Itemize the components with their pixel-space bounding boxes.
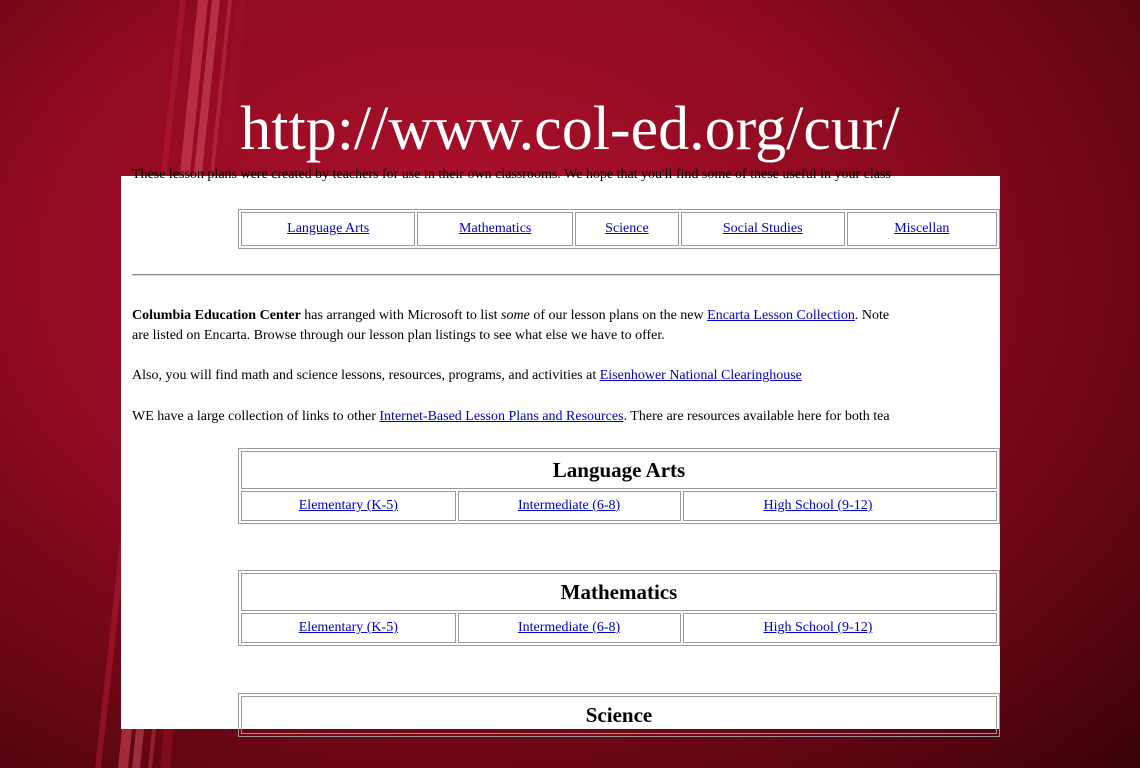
section-title-language-arts: Language Arts [241, 451, 997, 489]
eisenhower-link[interactable]: Eisenhower National Clearinghouse [599, 368, 802, 383]
org-name: Columbia Education Center [132, 308, 301, 323]
grade-cell [683, 613, 998, 643]
nav-cell-social-studies [681, 212, 845, 246]
nav-cell-science [575, 212, 679, 246]
science-table [238, 693, 1000, 737]
para1-italic: some [501, 308, 530, 323]
nav-link-science[interactable]: Science [605, 221, 649, 236]
para1-text-a: has arranged with Microsoft to list [300, 308, 502, 323]
paragraph-links [132, 407, 890, 427]
para3-text: WE have a large collection of links to other [132, 409, 380, 424]
paragraph-eisenhower [132, 366, 802, 386]
nav-cell-language-arts [241, 212, 415, 246]
encarta-link[interactable]: Encarta Lesson Collection [707, 308, 855, 323]
nav-link-mathematics[interactable]: Mathematics [459, 221, 532, 236]
grade-cell [241, 613, 456, 643]
para1-text-b: of our lesson plans on the new [529, 308, 708, 323]
section-title-science: Science [241, 696, 997, 734]
mathematics-table [238, 570, 1000, 646]
la-intermediate-link[interactable]: Intermediate (6-8) [517, 498, 621, 513]
para2-text: Also, you will find math and science lessons, resources, programs, and activities at [132, 368, 600, 383]
lesson-plans-resources-link[interactable]: Internet-Based Lesson Plans and Resources [379, 409, 624, 424]
nav-cell-mathematics [417, 212, 573, 246]
webpage-screenshot [121, 167, 1000, 729]
para1-text-c: . Note [854, 308, 890, 323]
grade-cell [458, 491, 681, 521]
subject-nav-table [238, 209, 1000, 249]
slide-title: http://www.col-ed.org/cur/ [240, 95, 900, 163]
nav-link-miscellaneous[interactable]: Miscellan [894, 221, 950, 236]
nav-link-language-arts[interactable]: Language Arts [287, 221, 370, 236]
paragraph-encarta [132, 306, 889, 346]
la-elementary-link[interactable]: Elementary (K-5) [298, 498, 398, 513]
math-high-school-link[interactable]: High School (9-12) [763, 620, 873, 635]
language-arts-table [238, 448, 1000, 524]
nav-link-social-studies[interactable]: Social Studies [722, 221, 803, 236]
math-elementary-link[interactable]: Elementary (K-5) [298, 620, 398, 635]
la-high-school-link[interactable]: High School (9-12) [763, 498, 873, 513]
horizontal-rule [132, 274, 1000, 276]
nav-cell-miscellaneous [847, 212, 997, 246]
grade-cell [683, 491, 998, 521]
para1-line2: are listed on Encarta. Browse through our lesson plan listings to see what else we have to offer. [132, 328, 665, 343]
section-title-mathematics: Mathematics [241, 573, 997, 611]
math-intermediate-link[interactable]: Intermediate (6-8) [517, 620, 621, 635]
grade-cell [458, 613, 681, 643]
grade-cell [241, 491, 456, 521]
intro-text-clipped: These lesson plans were created by teachers for use in their own classrooms. We hope that you'll find some of these useful in your class [132, 167, 891, 182]
para3-text-b: . There are resources available here for both tea [623, 409, 890, 424]
